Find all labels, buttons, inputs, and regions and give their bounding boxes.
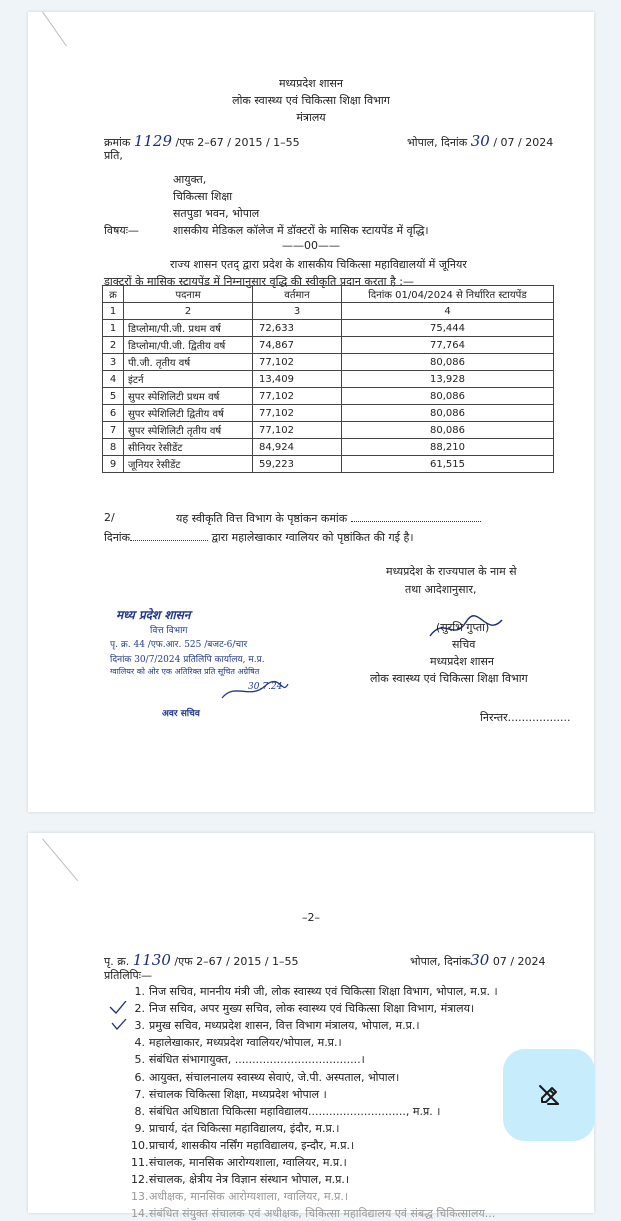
cell-revised: 80,086	[342, 422, 554, 439]
to-line-2: चिकित्सा शिक्षा	[173, 190, 233, 203]
para2-line1-text: यह स्वीकृति वित्त विभाग के पृष्ठांकन कमांक	[176, 512, 348, 525]
list-item-text: प्रमुख सचिव, मध्यप्रदेश शासन, वित्त विभाग मंत्रालय, भोपाल, म.प्र.।	[149, 1019, 420, 1033]
table-row	[103, 456, 554, 473]
cell-revised: 88,210	[342, 439, 554, 456]
list-item-text: महालेखाकार, मध्यप्रदेश ग्वालियर/भोपाल, म.प्र.।	[149, 1036, 342, 1050]
para2-blank-2	[130, 540, 208, 541]
order-ref: /एफ 2–67 / 2015 / 1–55	[175, 136, 300, 149]
cell-current: 77,102	[253, 422, 342, 439]
header-post: पदनाम	[124, 286, 253, 303]
list-item	[131, 1206, 495, 1221]
colnum-2: 2	[124, 303, 253, 320]
edit-pen-off-icon	[534, 1080, 564, 1110]
list-item-number: 14.	[131, 1207, 149, 1221]
to-label: प्रति,	[104, 149, 123, 162]
colnum-3: 3	[253, 303, 342, 320]
subject-label: विषयः—	[104, 224, 139, 237]
header-line-1: मध्यप्रदेश शासन	[278, 77, 344, 90]
page-number: –2–	[302, 911, 320, 924]
list-item	[131, 1087, 327, 1102]
cell-post: इंटर्न	[124, 371, 253, 388]
list-item-text: प्राचार्य, शासकीय नर्सिंग महाविद्यालय, इन्दौर, म.प्र.।	[149, 1138, 355, 1152]
list-item-text: निज सचिव, अपर मुख्य सचिव, लोक स्वास्थ्य एवं चिकित्सा शिक्षा विभाग, मंत्रालय।	[149, 1002, 475, 1016]
order-label: क्रमांक	[104, 136, 131, 149]
closing-line-1: मध्यप्रदेश के राज्यपाल के नाम से	[386, 565, 517, 578]
table-row	[103, 354, 554, 371]
subject-text: शासकीय मेडिकल कॉलेज में डॉक्टरों के मासिक स्टायपेंड में वृद्धि।	[173, 224, 429, 237]
finance-department-stamp	[110, 606, 295, 726]
endorsement-date-label: भोपाल, दिनांक	[410, 955, 471, 968]
cell-revised: 80,086	[342, 405, 554, 422]
list-item	[131, 1018, 420, 1033]
table-row	[103, 439, 554, 456]
list-item	[131, 1172, 349, 1187]
colnum-1: 1	[103, 303, 124, 320]
list-item	[131, 1155, 347, 1170]
paper-fold-mark	[42, 11, 67, 46]
stamp-initial-scribble	[220, 678, 290, 704]
cell-current: 72,633	[253, 320, 342, 337]
stamp-line3: पृ. क्र. 44 /एफ.आर. 525 /बजट-6/चार	[110, 640, 248, 650]
cell-revised: 80,086	[342, 388, 554, 405]
cell-sno: 4	[103, 371, 124, 388]
list-item-number: 6.	[134, 1070, 145, 1084]
document-page-1	[28, 12, 594, 812]
list-item-text: संचालक, मानसिक आरोग्यशाला, ग्वालियर, म.प्र.।	[149, 1156, 347, 1169]
signatory-dept-1: मध्यप्रदेश शासन	[430, 655, 495, 668]
signatory-designation: सचिव	[452, 638, 476, 651]
list-item-number: 13.	[131, 1190, 149, 1204]
list-item-number: 7.	[134, 1087, 145, 1101]
list-item-number: 8.	[134, 1104, 145, 1118]
para2-line2	[104, 530, 414, 545]
table-row	[103, 337, 554, 354]
cell-revised: 13,928	[342, 371, 554, 388]
copy-to-label: प्रतिलिपिः—	[104, 969, 153, 982]
endorsement-month-year: 07 / 2024	[492, 955, 546, 968]
closing-line-2: तथा आदेशानुसार,	[405, 583, 477, 596]
edit-fab-button[interactable]	[503, 1049, 595, 1141]
list-item-number: 11.	[131, 1156, 149, 1169]
list-item-text: संचालक, क्षेत्रीय नेत्र विज्ञान संस्थान भोपाल, म.प्र.।	[149, 1173, 350, 1187]
order-day-handwritten: 30	[470, 132, 490, 150]
stamp-line5: ग्वालियर को ओर एक अतिरिक्त प्रति सूचित अग्रेषित	[110, 667, 260, 676]
cell-post: डिप्लोमा/पी.जी. द्वितीय वर्ष	[124, 337, 253, 354]
signatory-dept-2: लोक स्वास्थ्य एवं चिकित्सा शिक्षा विभाग	[370, 672, 528, 685]
table-row	[103, 320, 554, 337]
list-item-text: आयुक्त, संचालनालय स्वास्थ्य सेवाएं, जे.पी. अस्पताल, भोपाल।	[149, 1070, 400, 1084]
cell-post: सुपर स्पेशिलिटी प्रथम वर्ष	[124, 388, 253, 405]
to-line-3: सतपुडा भवन, भोपाल	[173, 207, 260, 220]
stipend-table	[102, 285, 554, 473]
stamp-initial-date: 30.7.24	[248, 682, 283, 692]
header-current: वर्तमान	[253, 286, 342, 303]
list-item-number: 2.	[134, 1002, 145, 1016]
cell-sno: 9	[103, 456, 124, 473]
para2-blank-1	[351, 521, 481, 522]
cell-current: 77,102	[253, 405, 342, 422]
list-item-text: संबंधित अधिष्ठाता चिकित्सा महाविद्यालय............................, म.प्र. ।	[149, 1104, 441, 1118]
list-item	[131, 1121, 339, 1136]
para2-date-label: दिनांक	[104, 531, 131, 544]
list-item	[131, 1104, 440, 1119]
cell-post: पी.जी. तृतीय वर्ष	[124, 354, 253, 371]
cell-post: सुपर स्पेशिलिटी तृतीय वर्ष	[124, 422, 253, 439]
cell-revised: 80,086	[342, 354, 554, 371]
endorsement-number-handwritten: 1130	[132, 951, 171, 969]
cell-current: 77,102	[253, 388, 342, 405]
colnum-4: 4	[342, 303, 554, 320]
list-item-number: 3.	[134, 1019, 145, 1033]
list-item-number: 9.	[134, 1121, 145, 1135]
endorsement-label: पृ. क्र.	[104, 955, 130, 968]
body-line-1: राज्य शासन एतद् द्वारा प्रदेश के शासकीय चिकित्सा महाविद्यालयों में जूनियर	[170, 258, 467, 271]
header-revised: दिनांक 01/04/2024 से निर्धारित स्टायपेंड	[342, 286, 554, 303]
list-item	[131, 1070, 399, 1085]
list-item-text: निज सचिव, माननीय मंत्री जी, लोक स्वास्थ्य एवं चिकित्सा शिक्षा विभाग, भोपाल, म.प्र. ।	[149, 985, 498, 998]
list-item	[131, 1138, 354, 1153]
cell-post: सीनियर रेसीडेंट	[124, 439, 253, 456]
cell-sno: 7	[103, 422, 124, 439]
stamp-title: मध्य प्रदेश शासन	[116, 608, 191, 622]
table-header-row	[103, 286, 554, 303]
para2-num: 2/	[104, 511, 115, 524]
document-page-2	[28, 833, 594, 1221]
cell-revised: 77,764	[342, 337, 554, 354]
endorsement-day-handwritten: 30	[470, 951, 490, 969]
list-item	[131, 984, 498, 999]
list-item	[131, 1052, 365, 1067]
list-item-number: 1.	[134, 985, 145, 998]
table-row	[103, 388, 554, 405]
table-body	[103, 320, 554, 473]
cell-current: 59,223	[253, 456, 342, 473]
list-item-number: 12.	[131, 1173, 149, 1187]
cell-current: 84,924	[253, 439, 342, 456]
cell-sno: 5	[103, 388, 124, 405]
table-row	[103, 422, 554, 439]
stamp-line4: दिनांक 30/7/2024 प्रतिलिपि कार्यालय, म.प्र.	[110, 655, 265, 665]
table-row	[103, 405, 554, 422]
signatory-name: (सुरभि गुप्ता)	[436, 621, 490, 634]
cell-sno: 8	[103, 439, 124, 456]
list-item-number: 4.	[134, 1036, 145, 1050]
subject-separator: ——00——	[282, 239, 340, 252]
cell-post: जूनियर रेसीडेंट	[124, 456, 253, 473]
list-item-text: संबंधित संभागायुक्त, ....................................।	[149, 1053, 365, 1067]
cell-revised: 61,515	[342, 456, 554, 473]
continued-marker: निरन्तर..................	[480, 711, 571, 724]
cell-sno: 3	[103, 354, 124, 371]
cell-sno: 6	[103, 405, 124, 422]
to-line-1: आयुक्त,	[173, 173, 207, 186]
para2-line2-text: द्वारा महालेखाकार ग्वालियर को पृष्ठांकित की गई है।	[211, 531, 414, 544]
paper-fold-mark	[42, 838, 78, 881]
order-date-line	[407, 132, 553, 150]
order-number-handwritten: 1129	[133, 132, 173, 150]
cell-sno: 1	[103, 320, 124, 337]
header-line-2: लोक स्वास्थ्य एवं चिकित्सा शिक्षा विभाग	[232, 94, 390, 107]
list-item-text: संचालक चिकित्सा शिक्षा, मध्यप्रदेश भोपाल ।	[149, 1087, 327, 1101]
cell-post: सुपर स्पेशिलिटी द्वितीय वर्ष	[124, 405, 253, 422]
cell-revised: 75,444	[342, 320, 554, 337]
body-line-2: डाक्टरों के मासिक स्टायपेंड में निम्नानुसार वृद्धि की स्वीकृति प्रदान करता है :—	[104, 275, 414, 288]
para2-line1	[176, 511, 481, 526]
tick-marks	[108, 1001, 130, 1031]
table-colnum-row	[103, 303, 554, 320]
list-item	[131, 1189, 348, 1204]
cell-current: 77,102	[253, 354, 342, 371]
list-item	[131, 1001, 474, 1016]
table-row	[103, 371, 554, 388]
cell-current: 74,867	[253, 337, 342, 354]
stamp-sub: वित्त विभाग	[150, 626, 188, 636]
list-item-text: संबंधित संयुक्त संचालक एवं अधीक्षक, चिकित्सा महाविद्यालय एवं संबद्ध चिकित्सालय...	[149, 1207, 496, 1221]
list-item-number: 10.	[131, 1138, 149, 1152]
header-sno: क्र	[103, 286, 124, 303]
header-line-3: मंत्रालय	[296, 111, 326, 124]
list-item-number: 5.	[134, 1053, 145, 1067]
list-item-text: अधीक्षक, मानसिक आरोग्यशाला, ग्वालियर, म.प्र.।	[149, 1190, 349, 1204]
order-month-year: / 07 / 2024	[493, 136, 554, 149]
endorsement-date-line	[410, 951, 546, 969]
cell-current: 13,409	[253, 371, 342, 388]
list-item	[131, 1035, 342, 1050]
order-number-line	[104, 132, 300, 150]
stamp-footer: अवर सचिव	[162, 709, 200, 719]
cell-post: डिप्लोमा/पी.जी. प्रथम वर्ष	[124, 320, 253, 337]
order-date-label: भोपाल, दिनांक	[407, 136, 468, 149]
list-item-text: प्राचार्य, दंत चिकित्सा महाविद्यालय, इंदौर, म.प्र.।	[149, 1121, 340, 1135]
endorsement-line	[104, 951, 299, 969]
cell-sno: 2	[103, 337, 124, 354]
endorsement-ref: /एफ 2–67 / 2015 / 1–55	[174, 955, 299, 968]
